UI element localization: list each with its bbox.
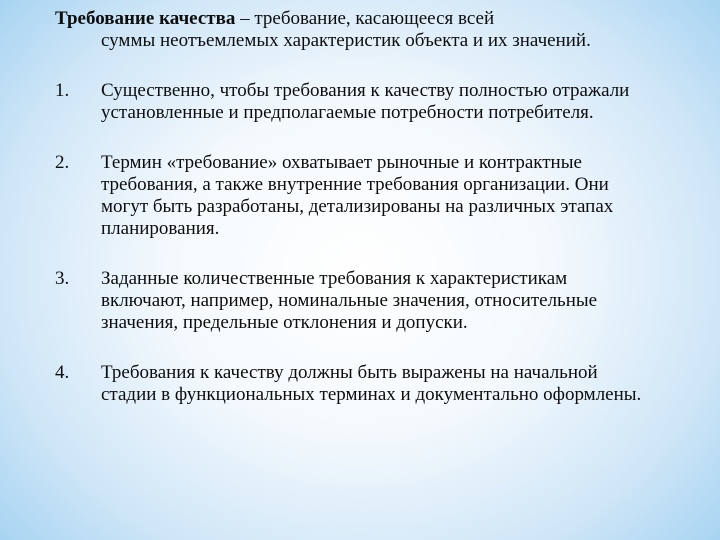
definition-paragraph	[55, 8, 655, 52]
list-item-number: 4.	[55, 362, 70, 383]
list-item-4	[55, 362, 655, 406]
list-item-1	[55, 80, 655, 124]
definition-first-line	[55, 8, 655, 30]
list-item-text: Требования к качеству должны быть выражены на начальной стадии в функциональных терминах и документально оформлены.	[101, 362, 642, 405]
list-item-2	[55, 152, 655, 240]
list-item-text: Существенно, чтобы требования к качеству полностью отражали установленные и предполагаемые потребности потребителя.	[101, 80, 630, 123]
slide-content	[55, 8, 655, 434]
list-item-3	[55, 268, 655, 334]
list-item-text: Термин «требование» охватывает рыночные и контрактные требования, а также внутренние требования организации. Они могут быть разработаны, детализированы на различных этапах планирования.	[101, 152, 614, 239]
list-item-text: Заданные количественные требования к характеристикам включают, например, номинальные значения, относительные значения, предельные отклонения и допуски.	[101, 268, 598, 333]
list-item-number: 3.	[55, 268, 70, 289]
definition-intro: – требование, касающееся всей	[235, 8, 495, 29]
definition-term: Требование качества	[55, 8, 236, 29]
definition-continuation: суммы неотъемлемых характеристик объекта и их значений.	[101, 30, 591, 51]
list-item-number: 1.	[55, 80, 70, 101]
list-item-number: 2.	[55, 152, 70, 173]
